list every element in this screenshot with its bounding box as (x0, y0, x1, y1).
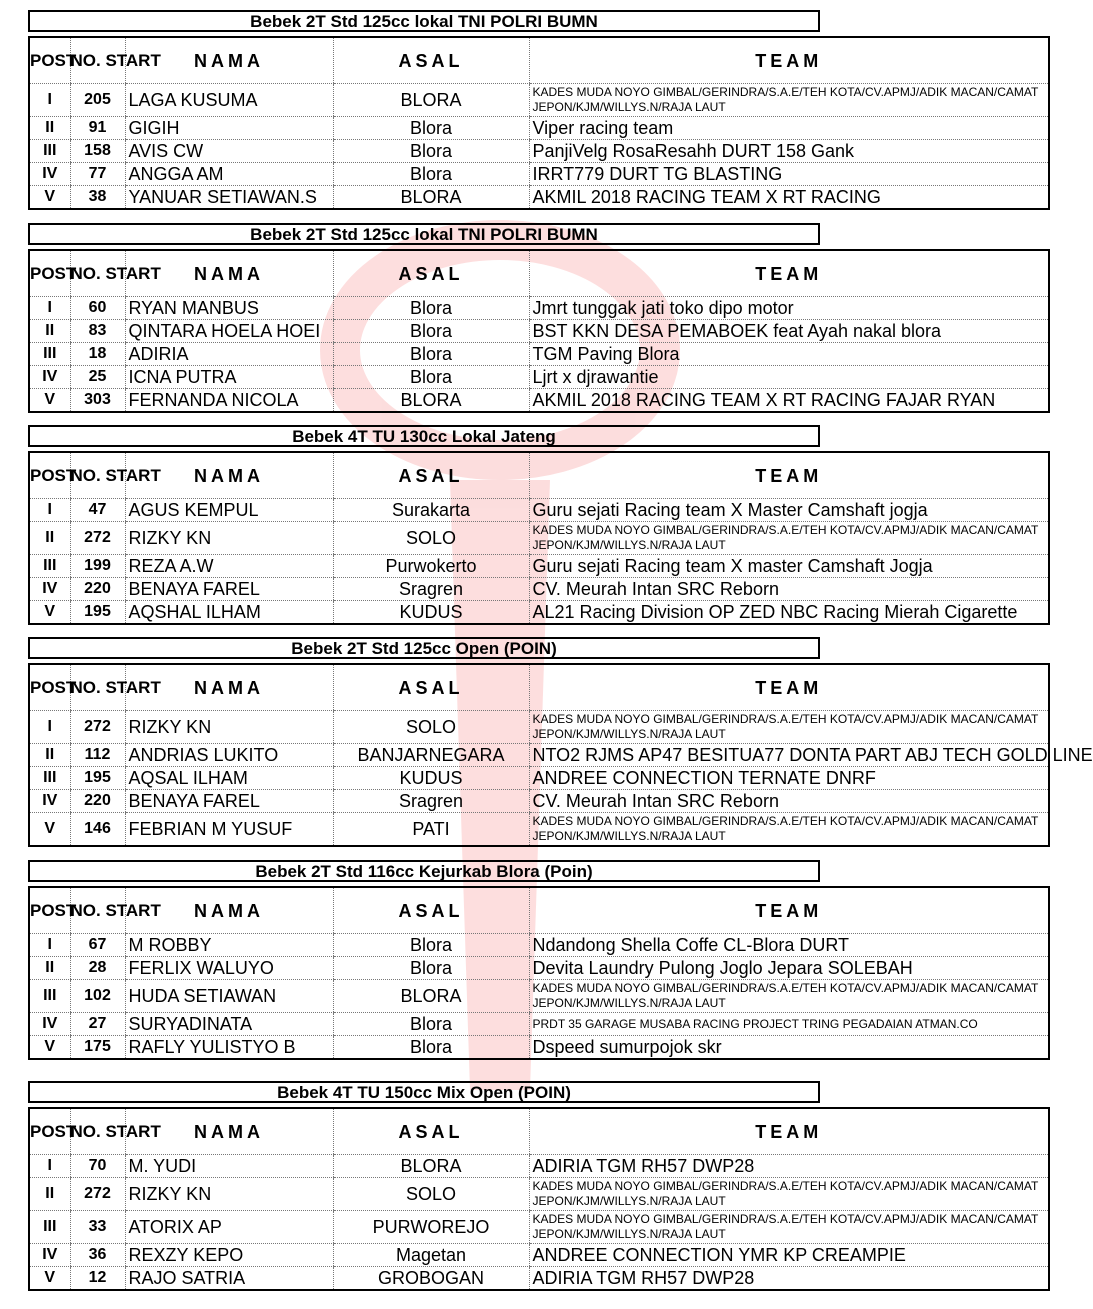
results-table (28, 249, 1050, 413)
table-row (29, 366, 1049, 389)
team: PanjiVelg RosaResahh DURT 158 Gank (529, 140, 1049, 163)
origin: Blora (333, 117, 529, 140)
rider-name: RAJO SATRIA (125, 1267, 333, 1291)
header-asal: ASAL (333, 664, 529, 711)
position: IV (29, 1244, 70, 1267)
origin: BANJARNEGARA (333, 744, 529, 767)
team: Ljrt x djrawantie (529, 366, 1049, 389)
team: Guru sejati Racing team X Master Camshaft jogja (529, 499, 1049, 522)
header-no-start: NO. START (70, 664, 125, 711)
origin: BLORA (333, 84, 529, 117)
table-row (29, 1244, 1049, 1267)
start-number: 195 (70, 601, 125, 625)
header-team: TEAM (529, 664, 1049, 711)
header-pos: POST (29, 1108, 70, 1155)
start-number: 220 (70, 578, 125, 601)
results-table (28, 451, 1050, 625)
table-row (29, 186, 1049, 210)
table-row (29, 140, 1049, 163)
start-number: 158 (70, 140, 125, 163)
results-table (28, 663, 1093, 847)
rider-name: ATORIX AP (125, 1211, 333, 1244)
header-asal: ASAL (333, 250, 529, 297)
rider-name: RYAN MANBUS (125, 297, 333, 320)
header-pos: POST (29, 452, 70, 499)
team: Dspeed sumurpojok skr (529, 1036, 1049, 1060)
position: II (29, 744, 70, 767)
position: V (29, 186, 70, 210)
origin: PURWOREJO (333, 1211, 529, 1244)
start-number: 33 (70, 1211, 125, 1244)
header-row (29, 250, 1049, 297)
table-row (29, 343, 1049, 366)
origin: BLORA (333, 980, 529, 1013)
class-title: Bebek 2T Std 125cc lokal TNI POLRI BUMN (28, 223, 820, 245)
start-number: 27 (70, 1013, 125, 1036)
team: Devita Laundry Pulong Joglo Jepara SOLEBAH (529, 957, 1049, 980)
rider-name: ANDRIAS LUKITO (125, 744, 333, 767)
start-number: 18 (70, 343, 125, 366)
origin: Purwokerto (333, 555, 529, 578)
rider-name: ICNA PUTRA (125, 366, 333, 389)
origin: PATI (333, 813, 529, 846)
position: IV (29, 578, 70, 601)
origin: BLORA (333, 1155, 529, 1178)
position: IV (29, 1013, 70, 1036)
position: I (29, 1155, 70, 1178)
table-row (29, 711, 1049, 744)
origin: Sragren (333, 790, 529, 813)
start-number: 25 (70, 366, 125, 389)
header-nama: NAMA (125, 664, 333, 711)
position: I (29, 297, 70, 320)
header-nama: NAMA (125, 1108, 333, 1155)
start-number: 91 (70, 117, 125, 140)
header-team: TEAM (529, 1108, 1049, 1155)
table-row (29, 1155, 1049, 1178)
class-section (28, 637, 1093, 847)
start-number: 67 (70, 934, 125, 957)
origin: KUDUS (333, 767, 529, 790)
header-pos: POST (29, 37, 70, 84)
team: KADES MUDA NOYO GIMBAL/GERINDRA/S.A.E/TEH KOTA/CV.APMJ/ADIK MACAN/CAMAT JEPON/KJM/WILLYS.N/RAJA LAUT (529, 1211, 1049, 1244)
rider-name: AGUS KEMPUL (125, 499, 333, 522)
table-row (29, 117, 1049, 140)
start-number: 220 (70, 790, 125, 813)
class-section (28, 10, 1050, 210)
rider-name: AVIS CW (125, 140, 333, 163)
start-number: 28 (70, 957, 125, 980)
origin: SOLO (333, 1178, 529, 1211)
rider-name: AQSHAL ILHAM (125, 601, 333, 625)
team: AKMIL 2018 RACING TEAM X RT RACING FAJAR RYAN (529, 389, 1049, 413)
origin: Blora (333, 957, 529, 980)
start-number: 195 (70, 767, 125, 790)
team: ADIRIA TGM RH57 DWP28 (529, 1155, 1049, 1178)
header-no-start: NO. START (70, 37, 125, 84)
position: V (29, 1267, 70, 1291)
header-pos: POST (29, 664, 70, 711)
header-row (29, 1108, 1049, 1155)
table-row (29, 522, 1049, 555)
position: III (29, 980, 70, 1013)
class-title: Bebek 4T TU 130cc Lokal Jateng (28, 425, 820, 447)
rider-name: RIZKY KN (125, 711, 333, 744)
rider-name: GIGIH (125, 117, 333, 140)
position: II (29, 320, 70, 343)
table-row (29, 744, 1049, 767)
team: PRDT 35 GARAGE MUSABA RACING PROJECT TRING PEGADAIAN ATMAN.CO (529, 1013, 1049, 1036)
table-row (29, 934, 1049, 957)
header-asal: ASAL (333, 1108, 529, 1155)
position: I (29, 711, 70, 744)
header-nama: NAMA (125, 250, 333, 297)
team: KADES MUDA NOYO GIMBAL/GERINDRA/S.A.E/TEH KOTA/CV.APMJ/ADIK MACAN/CAMAT JEPON/KJM/WILLYS.N/RAJA LAUT (529, 522, 1049, 555)
rider-name: RAFLY YULISTYO B (125, 1036, 333, 1060)
rider-name: YANUAR SETIAWAN.S (125, 186, 333, 210)
results-table (28, 1107, 1050, 1291)
position: I (29, 499, 70, 522)
team: AKMIL 2018 RACING TEAM X RT RACING (529, 186, 1049, 210)
origin: Blora (333, 934, 529, 957)
rider-name: BENAYA FAREL (125, 790, 333, 813)
header-no-start: NO. START (70, 887, 125, 934)
rider-name: ANGGA AM (125, 163, 333, 186)
header-nama: NAMA (125, 887, 333, 934)
header-asal: ASAL (333, 452, 529, 499)
start-number: 272 (70, 1178, 125, 1211)
team: BST KKN DESA PEMABOEK feat Ayah nakal blora (529, 320, 1049, 343)
class-section (28, 1081, 1050, 1291)
table-row (29, 980, 1049, 1013)
rider-name: ADIRIA (125, 343, 333, 366)
start-number: 146 (70, 813, 125, 846)
start-number: 77 (70, 163, 125, 186)
position: III (29, 555, 70, 578)
table-row (29, 320, 1049, 343)
start-number: 272 (70, 522, 125, 555)
start-number: 199 (70, 555, 125, 578)
position: V (29, 601, 70, 625)
header-team: TEAM (529, 887, 1049, 934)
header-pos: POST (29, 887, 70, 934)
team: Guru sejati Racing team X master Camshaft Jogja (529, 555, 1049, 578)
team: ANDREE CONNECTION YMR KP CREAMPIE (529, 1244, 1049, 1267)
position: V (29, 813, 70, 846)
table-row (29, 1036, 1049, 1060)
position: III (29, 343, 70, 366)
position: II (29, 1178, 70, 1211)
origin: Blora (333, 297, 529, 320)
rider-name: M ROBBY (125, 934, 333, 957)
rider-name: FEBRIAN M YUSUF (125, 813, 333, 846)
rider-name: RIZKY KN (125, 1178, 333, 1211)
position: IV (29, 790, 70, 813)
header-team: TEAM (529, 37, 1049, 84)
rider-name: M. YUDI (125, 1155, 333, 1178)
results-table (28, 886, 1050, 1060)
header-nama: NAMA (125, 37, 333, 84)
table-row (29, 767, 1049, 790)
team: Ndandong Shella Coffe CL-Blora DURT (529, 934, 1049, 957)
rider-name: BENAYA FAREL (125, 578, 333, 601)
class-section (28, 223, 1050, 413)
rider-name: FERNANDA NICOLA (125, 389, 333, 413)
origin: Blora (333, 1036, 529, 1060)
origin: Magetan (333, 1244, 529, 1267)
table-row (29, 84, 1049, 117)
table-row (29, 790, 1049, 813)
origin: SOLO (333, 711, 529, 744)
start-number: 70 (70, 1155, 125, 1178)
start-number: 60 (70, 297, 125, 320)
position: I (29, 84, 70, 117)
rider-name: AQSAL ILHAM (125, 767, 333, 790)
origin: Surakarta (333, 499, 529, 522)
team: Jmrt tunggak jati toko dipo motor (529, 297, 1049, 320)
team: KADES MUDA NOYO GIMBAL/GERINDRA/S.A.E/TEH KOTA/CV.APMJ/ADIK MACAN/CAMAT JEPON/KJM/WILLYS.N/RAJA LAUT (529, 980, 1049, 1013)
class-section (28, 425, 1050, 625)
position: I (29, 934, 70, 957)
header-no-start: NO. START (70, 250, 125, 297)
table-row (29, 813, 1049, 846)
team: CV. Meurah Intan SRC Reborn (529, 578, 1049, 601)
start-number: 205 (70, 84, 125, 117)
table-row (29, 601, 1049, 625)
table-row (29, 1211, 1049, 1244)
origin: Sragren (333, 578, 529, 601)
header-row (29, 37, 1049, 84)
start-number: 83 (70, 320, 125, 343)
table-row (29, 1178, 1049, 1211)
table-row (29, 1013, 1049, 1036)
origin: Blora (333, 320, 529, 343)
position: IV (29, 163, 70, 186)
origin: GROBOGAN (333, 1267, 529, 1291)
header-team: TEAM (529, 452, 1049, 499)
class-title: Bebek 2T Std 125cc lokal TNI POLRI BUMN (28, 10, 820, 32)
team: Viper racing team (529, 117, 1049, 140)
position: III (29, 767, 70, 790)
rider-name: LAGA KUSUMA (125, 84, 333, 117)
team: CV. Meurah Intan SRC Reborn (529, 790, 1049, 813)
header-row (29, 887, 1049, 934)
table-row (29, 163, 1049, 186)
origin: Blora (333, 343, 529, 366)
rider-name: REXZY KEPO (125, 1244, 333, 1267)
position: III (29, 140, 70, 163)
team: KADES MUDA NOYO GIMBAL/GERINDRA/S.A.E/TEH KOTA/CV.APMJ/ADIK MACAN/CAMAT JEPON/KJM/WILLYS.N/RAJA LAUT (529, 84, 1049, 117)
team: IRRT779 DURT TG BLASTING (529, 163, 1049, 186)
class-title: Bebek 2T Std 125cc Open (POIN) (28, 637, 820, 659)
team: KADES MUDA NOYO GIMBAL/GERINDRA/S.A.E/TEH KOTA/CV.APMJ/ADIK MACAN/CAMAT JEPON/KJM/WILLYS.N/RAJA LAUT (529, 813, 1049, 846)
header-pos: POST (29, 250, 70, 297)
origin: BLORA (333, 389, 529, 413)
header-asal: ASAL (333, 887, 529, 934)
header-row (29, 452, 1049, 499)
origin: KUDUS (333, 601, 529, 625)
start-number: 47 (70, 499, 125, 522)
header-team: TEAM (529, 250, 1049, 297)
position: II (29, 117, 70, 140)
table-row (29, 555, 1049, 578)
header-row (29, 664, 1049, 711)
start-number: 12 (70, 1267, 125, 1291)
rider-name: FERLIX WALUYO (125, 957, 333, 980)
team: NTO2 RJMS AP47 BESITUA77 DONTA PART ABJ TECH GOLD LINE (529, 744, 1049, 767)
rider-name: HUDA SETIAWAN (125, 980, 333, 1013)
class-title: Bebek 2T Std 116cc Kejurkab Blora (Poin) (28, 860, 820, 882)
table-row (29, 389, 1049, 413)
team: KADES MUDA NOYO GIMBAL/GERINDRA/S.A.E/TEH KOTA/CV.APMJ/ADIK MACAN/CAMAT JEPON/KJM/WILLYS.N/RAJA LAUT (529, 1178, 1049, 1211)
start-number: 36 (70, 1244, 125, 1267)
start-number: 38 (70, 186, 125, 210)
start-number: 102 (70, 980, 125, 1013)
rider-name: SURYADINATA (125, 1013, 333, 1036)
rider-name: RIZKY KN (125, 522, 333, 555)
rider-name: QINTARA HOELA HOEI (125, 320, 333, 343)
team: TGM Paving Blora (529, 343, 1049, 366)
team: ANDREE CONNECTION TERNATE DNRF (529, 767, 1049, 790)
header-asal: ASAL (333, 37, 529, 84)
position: II (29, 957, 70, 980)
position: IV (29, 366, 70, 389)
origin: Blora (333, 1013, 529, 1036)
position: III (29, 1211, 70, 1244)
class-section (28, 860, 1050, 1060)
table-row (29, 499, 1049, 522)
position: V (29, 1036, 70, 1060)
origin: Blora (333, 140, 529, 163)
origin: BLORA (333, 186, 529, 210)
header-nama: NAMA (125, 452, 333, 499)
class-title: Bebek 4T TU 150cc Mix Open (POIN) (28, 1081, 820, 1103)
start-number: 112 (70, 744, 125, 767)
start-number: 303 (70, 389, 125, 413)
header-no-start: NO. START (70, 452, 125, 499)
header-no-start: NO. START (70, 1108, 125, 1155)
results-table (28, 36, 1050, 210)
origin: Blora (333, 366, 529, 389)
position: V (29, 389, 70, 413)
start-number: 175 (70, 1036, 125, 1060)
table-row (29, 578, 1049, 601)
position: II (29, 522, 70, 555)
start-number: 272 (70, 711, 125, 744)
table-row (29, 297, 1049, 320)
table-row (29, 957, 1049, 980)
rider-name: REZA A.W (125, 555, 333, 578)
team: AL21 Racing Division OP ZED NBC Racing Mierah Cigarette (529, 601, 1049, 625)
origin: Blora (333, 163, 529, 186)
origin: SOLO (333, 522, 529, 555)
team: ADIRIA TGM RH57 DWP28 (529, 1267, 1049, 1291)
team: KADES MUDA NOYO GIMBAL/GERINDRA/S.A.E/TEH KOTA/CV.APMJ/ADIK MACAN/CAMAT JEPON/KJM/WILLYS.N/RAJA LAUT (529, 711, 1049, 744)
table-row (29, 1267, 1049, 1291)
